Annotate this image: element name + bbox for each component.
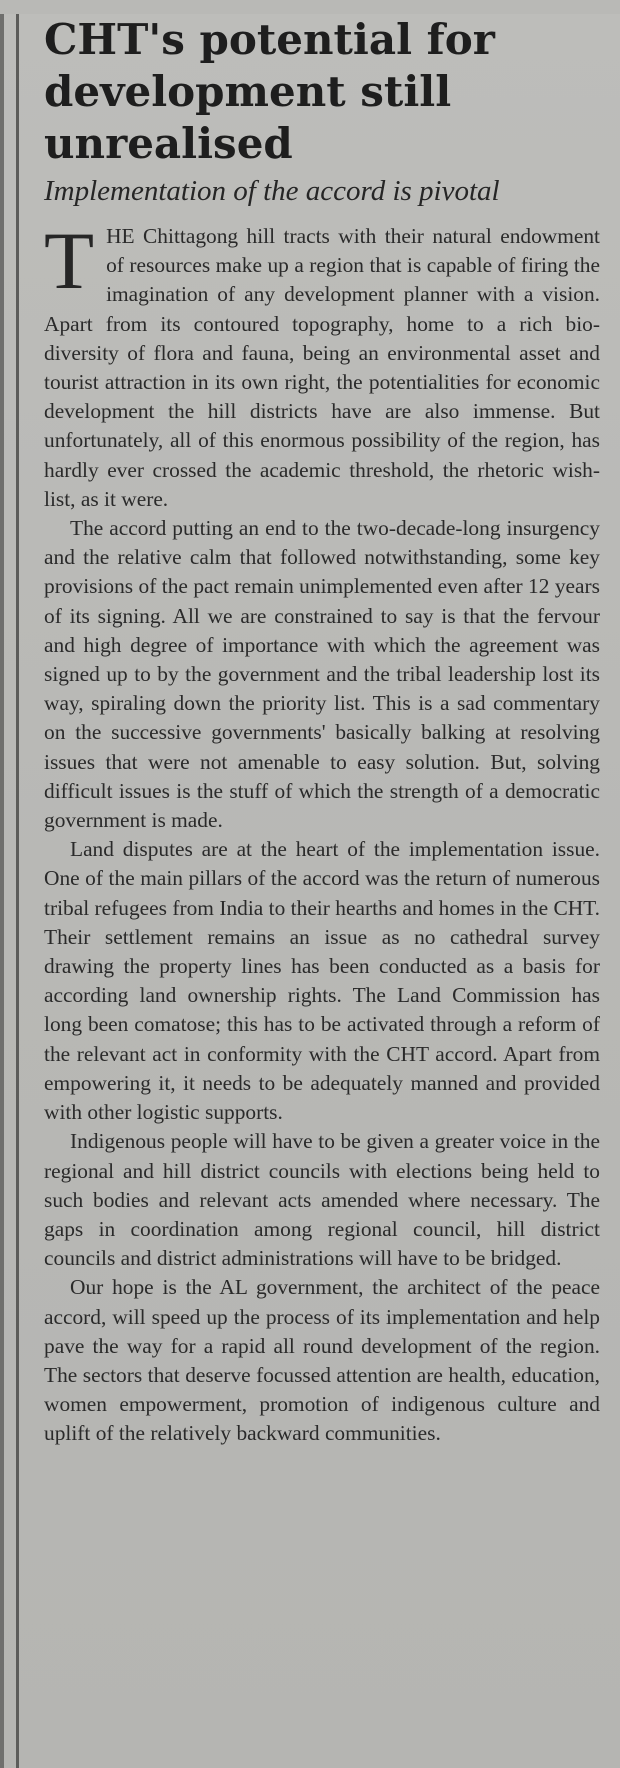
article-paragraph: Our hope is the AL government, the architect of the peace accord, will speed up the process of its implementation and help pave the way for a rapid all round development of the region. The sectors that deserve focussed attention are health, education, women empowerment, promotion of indigenous culture and uplift of the relatively backward communities. [44,1275,600,1446]
article-paragraph: Indigenous people will have to be given a greater voice in the regional and hill district councils with elections being held to such bodies and relevant acts amended where necessary. The gaps in coordination among regional council, hill district councils and district administrations will have to be bridged. [44,1129,600,1271]
column-rule [16,14,19,1768]
article-subheadline: Implementation of the accord is pivotal [44,175,500,207]
article-headline: CHT's potential for development still unrealised [44,15,495,168]
paragraph-text: HE Chittagong hill tracts with their natural endowment of resources make up a region that is capable of firing the imagination of any development planner with a vision. Apart from its contoured topography, home to a rich bio-diversity of flora and fauna, being an environmental asset and tourist attraction in its own right, the potentialities for economic development the hill districts have are also immense. But unfortunately, all of this enormous possibility of the region, has hardly ever crossed the academic threshold, the rhetoric wish-list, as it were. [44,224,600,511]
article-body [44,215,600,1449]
article-paragraph: Land disputes are at the heart of the implementation issue. One of the main pillars of the accord was the return of numerous tribal refugees from India to their hearths and homes in the CHT. Their settlement remains an issue as no cathedral survey drawing the property lines has been conducted as a basis for according land ownership rights. The Land Commission has long been comatose; this has to be activated through a reform of the relevant act in conformity with the CHT accord. Apart from empowering it, it needs to be adequately manned and provided with other logistic supports. [44,837,600,1125]
article-paragraph [44,215,600,514]
article-paragraph: The accord putting an end to the two-decade-long insurgency and the relative calm that followed notwithstanding, some key provisions of the pact remain unimplemented even after 12 years of its signing. All we are constrained to say is that the fervour and high degree of importance with which the agreement was signed up to by the government and the tribal leadership lost its way, spiraling down the priority list. This is a sad commentary on the successive governments' basically balking at resolving issues that were not amenable to easy solution. But, solving difficult issues is the stuff of which the strength of a democratic government is made. [44,516,600,833]
drop-cap: T [44,215,95,306]
newspaper-clipping [0,14,620,1768]
